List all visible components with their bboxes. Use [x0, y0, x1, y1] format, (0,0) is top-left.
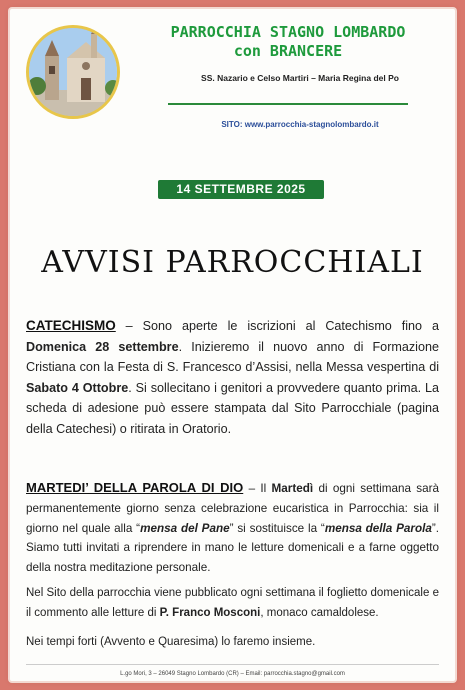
- martedi-heading: MARTEDI’ DELLA PAROLA DI DIO: [26, 480, 244, 495]
- catechismo-paragraph: [26, 316, 439, 439]
- commentator-name: P. Franco Mosconi: [159, 606, 261, 619]
- footer-address: L.go Mori, 3 – 26049 Stagno Lombardo (CR) – Email: parrocchia.stagno@gmail.com: [120, 671, 345, 677]
- parish-title-line1: PARROCCHIA STAGNO LOMBARDO: [170, 23, 406, 41]
- sito-note-text-1: Nel Sito della parrocchia viene pubblicato ogni settimana il foglietto domenicale e il commento alle letture di: [26, 587, 439, 619]
- tempi-note-paragraph: Nei tempi forti (Avvento e Quaresima) lo faremo insieme.: [26, 636, 316, 648]
- catechismo-heading: CATECHISMO: [26, 318, 116, 333]
- sito-note-paragraph: [26, 584, 439, 623]
- martedi-text-4: ”. Siamo tutti invitati a riprendere in mano le letture domenicali e a farne oggetto della nostra meditazione personale.: [26, 521, 440, 575]
- martedi-paragraph: [26, 478, 439, 578]
- footer-divider: [26, 664, 439, 665]
- martedi-text-2: di ogni settimana sarà permanentemente giorno senza celebrazione eucaristica in Parrocchia: sia il giorno nel quale alla “: [26, 482, 439, 535]
- page-title: AVVISI PARROCCHIALI: [41, 245, 424, 280]
- sito-note-text-2: , monaco camaldolese.: [260, 606, 379, 619]
- catechismo-date-2: Sabato 4 Ottobre: [26, 380, 129, 395]
- parish-title-line2: con BRANCERE: [233, 42, 343, 60]
- catechismo-text-3: . Si sollecitano i genitori a provvedere quanto prima. La scheda di adesione può essere stampata dal Sito Parrocchiale (pagina della Catechesi) o ritirata in Oratorio.: [26, 380, 439, 436]
- catechismo-text-2: . Inizieremo il nuovo anno di Formazione Cristiana con la Festa di S. Francesco d’Assisi, nella Messa vespertina di: [26, 339, 439, 374]
- mensa-pane: mensa del Pane: [140, 521, 230, 535]
- church-illustration: [29, 28, 117, 116]
- parish-title: [138, 23, 438, 61]
- header-divider: [168, 103, 408, 105]
- catechismo-text-1: – Sono aperte le iscrizioni al Catechismo fino a: [115, 319, 439, 333]
- martedi-text-3: ” si sostituisce la “: [229, 521, 325, 535]
- parish-subtitle: SS. Nazario e Celso Martiri – Maria Regina del Po: [201, 73, 399, 83]
- martedi-day: Martedì: [271, 482, 314, 495]
- mensa-parola: mensa della Parola: [324, 521, 432, 535]
- date-badge: 14 SETTEMBRE 2025: [158, 180, 324, 199]
- bulletin-page: [10, 9, 455, 681]
- parish-website-link[interactable]: SITO: www.parrocchia-stagnolombardo.it: [221, 120, 379, 129]
- martedi-text-1: – Il: [243, 482, 272, 495]
- catechismo-date-1: Domenica 28 settembre: [26, 339, 179, 354]
- church-photo-logo: [26, 25, 120, 119]
